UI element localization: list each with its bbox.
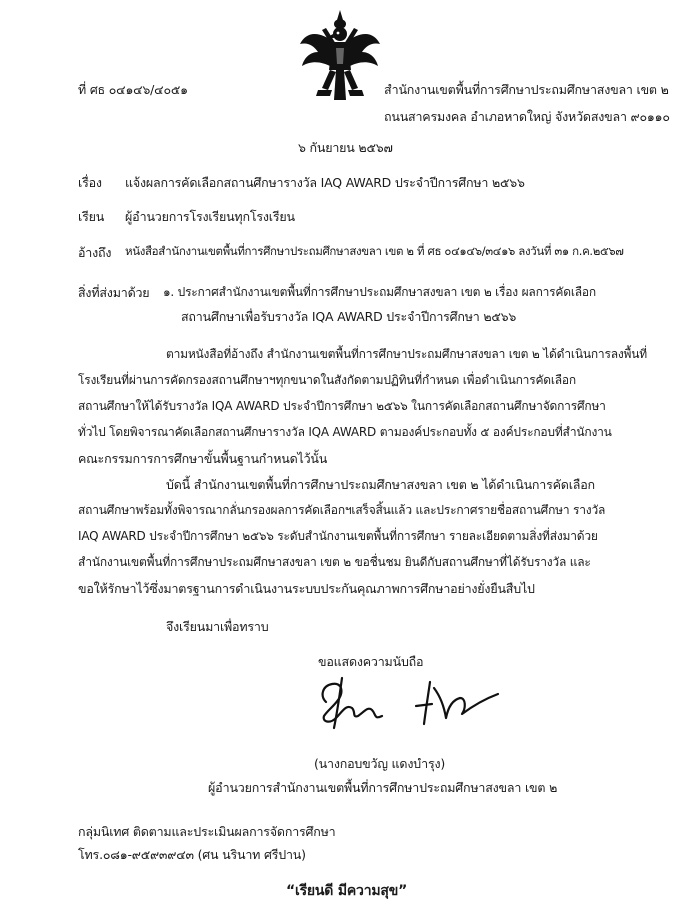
paragraph-1-line: สถานศึกษาให้ได้รับรางวัล IQA AWARD ประจำปีการศึกษา ๒๕๖๖ ในการคัดเลือกสถานศึกษาจัดการศึกษา xyxy=(78,399,606,413)
paragraph-2-line: สถานศึกษาพร้อมทั้งพิจารณากลั่นกรองผลการคัดเลือกฯเสร็จสิ้นแล้ว และประกาศรายชื่อสถานศึกษา รางวัล xyxy=(78,503,606,517)
subject-label: เรื่อง xyxy=(78,175,102,190)
reference-number: ที่ ศธ ๐๔๑๔๖/๔๐๕๑ xyxy=(78,82,188,97)
enclosure-item: ๑. ประกาศสำนักงานเขตพื้นที่การศึกษาประถมศึกษาสงขลา เขต ๒ เรื่อง ผลการคัดเลือก xyxy=(163,285,596,299)
paragraph-1-line: ตามหนังสือที่อ้างถึง สำนักงานเขตพื้นที่การศึกษาประถมศึกษาสงขลา เขต ๒ ได้ดำเนินการลงพื้นที่ xyxy=(166,347,647,361)
paragraph-1-line: คณะกรรมการการศึกษาขั้นพื้นฐานกำหนดไว้นั้น xyxy=(78,451,328,466)
paragraph-1-line: โรงเรียนที่ผ่านการคัดกรองสถานศึกษาฯทุกขนาดในสังกัดตามปฏิทินที่กำหนด เพื่อดำเนินการคัดเลือก xyxy=(78,373,576,387)
contact-phone: โทร.๐๘๑-๙๕๙๓๙๔๓ (ศน นรินาท ศรีปาน) xyxy=(78,847,306,862)
reference-text: หนังสือสำนักงานเขตพื้นที่การศึกษาประถมศึกษาสงขลา เขต ๒ ที่ ศธ ๐๔๑๔๖/๓๔๑๖ ลงวันที่ ๓๑ ก.ค.๒๕๖๗ xyxy=(125,244,624,258)
enclosure-label: สิ่งที่ส่งมาด้วย xyxy=(78,285,150,300)
complimentary-close: ขอแสดงความนับถือ xyxy=(318,654,424,669)
paragraph-1-line: ทั่วไป โดยพิจารณาคัดเลือกสถานศึกษารางวัล IQA AWARD ตามองค์ประกอบทั้ง ๕ องค์ประกอบที่สำนักงาน xyxy=(78,425,612,439)
paragraph-2-line: บัดนี้ สำนักงานเขตพื้นที่การศึกษาประถมศึกษาสงขลา เขต ๒ ได้ดำเนินการคัดเลือก xyxy=(166,477,595,492)
handwritten-signature xyxy=(312,668,512,734)
salutation-text: ผู้อำนวยการโรงเรียนทุกโรงเรียน xyxy=(125,209,295,224)
letter-date: ๖ กันยายน ๒๕๖๗ xyxy=(298,140,393,155)
office-address: ถนนสาครมงคล อำเภอหาดใหญ่ จังหวัดสงขลา ๙๐๑๑๐ xyxy=(384,109,670,124)
signer-title: ผู้อำนวยการสำนักงานเขตพื้นที่การศึกษาประถมศึกษาสงขลา เขต ๒ xyxy=(208,780,558,795)
department-name: กลุ่มนิเทศ ติดตามและประเมินผลการจัดการศึกษา xyxy=(78,824,336,839)
subject-text: แจ้งผลการคัดเลือกสถานศึกษารางวัล IAQ AWARD ประจำปีการศึกษา ๒๕๖๖ xyxy=(125,175,525,190)
enclosure-item-continued: สถานศึกษาเพื่อรับรางวัล IQA AWARD ประจำปีการศึกษา ๒๕๖๖ xyxy=(181,309,517,324)
paragraph-2-line: IAQ AWARD ประจำปีการศึกษา ๒๕๖๖ ระดับสำนักงานเขตพื้นที่การศึกษา รายละเอียดตามสิ่งที่ส่งมาด้วย xyxy=(78,529,598,543)
closing-motto: “เรียนดี มีความสุข” xyxy=(286,883,408,899)
office-name: สำนักงานเขตพื้นที่การศึกษาประถมศึกษาสงขลา เขต ๒ xyxy=(384,82,669,97)
signer-name: (นางกอบขวัญ แดงบำรุง) xyxy=(314,756,446,771)
salutation-label: เรียน xyxy=(78,209,105,224)
reference-label: อ้างถึง xyxy=(78,245,112,260)
paragraph-2-line: สำนักงานเขตพื้นที่การศึกษาประถมศึกษาสงขลา เขต ๒ ขอชื่นชม ยินดีกับสถานศึกษาที่ได้รับรางวัล และ xyxy=(78,555,591,569)
closing-request: จึงเรียนมาเพื่อทราบ xyxy=(166,619,269,634)
paragraph-2-line: ขอให้รักษาไว้ซึ่งมาตรฐานการดำเนินงานระบบประกันคุณภาพการศึกษาอย่างยั่งยืนสืบไป xyxy=(78,581,535,596)
garuda-emblem xyxy=(296,8,384,104)
